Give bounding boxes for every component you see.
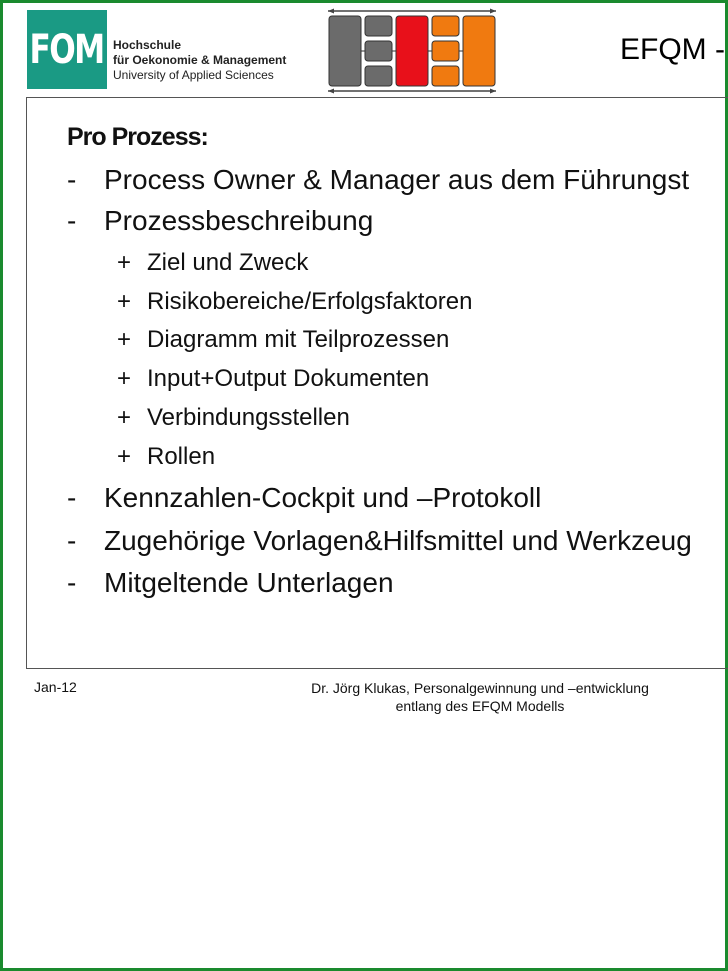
slide-title: EFQM - [620,33,725,66]
list-marker: - [67,164,77,195]
list-text: Mitgeltende Unterlagen [104,567,394,598]
list-marker: - [67,205,77,236]
list-text: Ziel und Zweck [147,249,309,276]
list-text: Verbindungsstellen [147,404,350,431]
list-marker: + [117,443,132,470]
efqm-model-icon [326,8,498,94]
school-name [113,38,286,83]
list-text: Kennzahlen-Cockpit und –Protokoll [104,482,542,513]
slide-content [26,97,728,669]
list-text: Prozessbeschreibung [104,205,374,236]
school-line-1: Hochschule [113,38,182,52]
list-marker: - [67,567,77,598]
list-marker: - [67,482,77,513]
footer-date: Jan-12 [34,679,77,695]
list-marker: - [67,525,77,556]
list-marker: + [117,326,132,353]
logo-text: FOM [29,26,105,73]
list-text: Input+Output Dokumenten [147,365,430,392]
list-marker: + [117,249,132,276]
footer-author [260,679,700,715]
school-line-2: für Oekonomie & Management [113,53,287,67]
list-text: Process Owner & Manager aus dem Führungst [104,164,690,195]
list-text: Risikobereiche/Erfolgsfaktoren [147,288,473,315]
school-line-3: University of Applied Sciences [113,68,274,82]
list-text: Diagramm mit Teilprozessen [147,326,450,353]
list-text: Zugehörige Vorlagen&Hilfsmittel und Werkzeug [104,525,692,556]
list-marker: + [117,288,132,315]
list-marker: + [117,404,132,431]
slide-heading: Pro Prozess: [67,123,208,151]
fom-logo [27,10,107,89]
list-marker: + [117,365,132,392]
footer-line-2: entlang des EFQM Modells [395,698,565,714]
footer-line-1: Dr. Jörg Klukas, Personalgewinnung und –entwicklung [311,680,649,696]
list-text: Rollen [147,443,216,470]
